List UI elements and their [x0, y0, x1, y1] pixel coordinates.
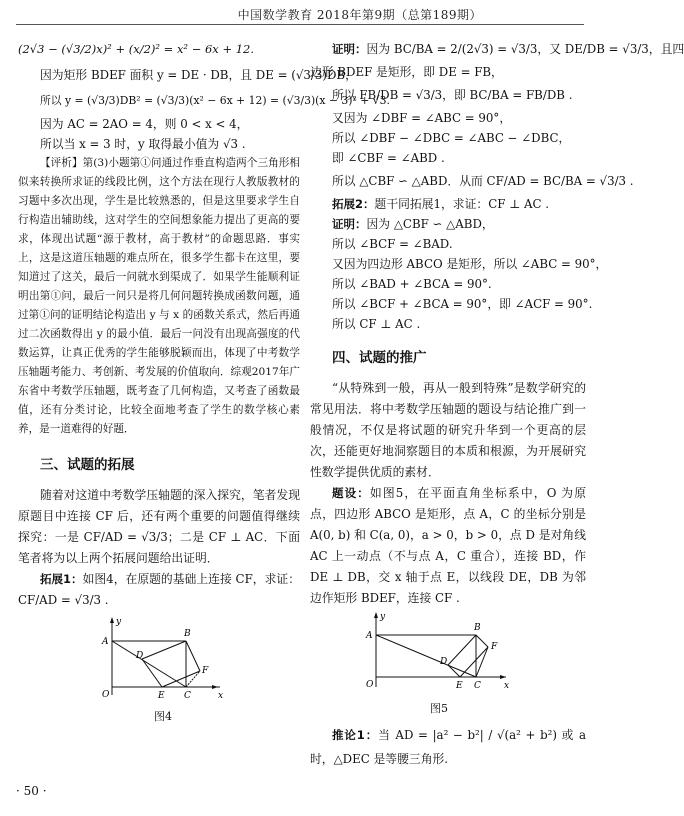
text-line: 所以 △CBF ∽ △ABD．从而 CF/AD = BC/BA = √3/3 .	[332, 174, 634, 188]
label-O: O	[102, 690, 110, 700]
label-B: B	[474, 623, 481, 633]
given-paragraph	[310, 483, 586, 609]
text-line: 所以 CF ⊥ AC .	[332, 317, 421, 331]
label-y: y	[116, 617, 122, 627]
figure-5-diagram	[364, 611, 514, 693]
label-x: x	[218, 691, 224, 701]
extension-1-text: 如图4，在原题的基础上连接 CF，求证：CF/AD = √3/3 .	[18, 572, 300, 607]
label-D: D	[136, 651, 144, 661]
proof-2-first-line	[310, 214, 586, 234]
body-paragraph: 随着对这道中考数学压轴题的深入探究，笔者发现原题目中连接 CF 后，还有两个重要的问题值得继续探究：一是 CF/AD = √3/3；二是 CF ⊥ AC．下面笔者将为以上两个拓展问题给出证明．	[18, 488, 300, 565]
text-line: 所以 ∠BCF = ∠BAD.	[332, 237, 453, 251]
equation-line: (2√3 − (√3/2)x)² + (x/2)² = x² − 6x + 12.	[18, 42, 255, 56]
corollary-1-text: 当 AD = |a² − b²| / √(a² + b²) 或 a 时，△DEC 是等腰三角形.	[310, 728, 586, 766]
text-line: 因为 AC = 2AO = 4，则 0 < x < 4，	[40, 117, 249, 131]
equation-line: 所以 y = (√3/3)DB² = (√3/3)(x² − 6x + 12) = (√3/3)(x − 3)² + √3.	[40, 94, 390, 107]
commentary-paragraph: 【评析】第(3)小题第①问通过作垂直构造两个三角形相似来转换所求证的线段比例，这个方法在现行人教版教材的习题中多次出现，学生是比较熟悉的，但是这里要求学生自行构造出辅助线，这对学生的空间想象能力提出了更高的要求，体现出试题“源于教材，高于教材”的命题思路．事实上，这是这道压轴题的难点所在，很多学生都卡在这里，要知道过了这关，最后一问就水到渠成了．如果学生能顺利证明出第①问，最后一问只是将几何问题转换成函数问题，通过第①问的证明结论构造出 y 与 x 的函数关系式，然后再通过二次函数得出 y 的最小值．最后一问没有出现高强度的代数运算，让真正优秀的学生能够脱颖而出，体现了中考数学压轴题考能力、考创新、考发展的价值取向．综观2017年广东省中考数学压轴题，既考查了几何构造，又考查了函数最值，还有分类讨论，比较全面地考查了学生的数学核心素养，是一道难得的好题．	[18, 157, 300, 435]
figure-5-caption: 图5	[430, 702, 448, 715]
label-x: x	[504, 681, 510, 691]
section-heading-4: 四、试题的推广	[332, 350, 427, 366]
text-line: 所以 ∠BAD + ∠BCA = 90°.	[332, 277, 492, 291]
label-D: D	[440, 657, 448, 667]
label-C: C	[474, 681, 481, 691]
extension-2	[310, 194, 586, 214]
text-line: 又因为 ∠DBF = ∠ABC = 90°，	[332, 111, 512, 125]
extension-1	[18, 569, 300, 611]
text-line: 所以 FB/DB = √3/3，即 BC/BA = FB/DB .	[332, 88, 573, 102]
figure-4-caption: 图4	[154, 710, 172, 723]
section-heading-3: 三、试题的拓展	[40, 457, 135, 473]
extension-2-text: 题干同拓展1，求证：CF ⊥ AC .	[374, 197, 550, 211]
label-O: O	[366, 680, 374, 690]
proof-1-first-line	[310, 36, 684, 62]
label-C: C	[184, 691, 191, 701]
corollary-1	[310, 723, 586, 771]
figure-5	[364, 611, 514, 719]
text-line: 所以当 x = 3 时，y 取得最小值为 √3 .	[40, 137, 246, 151]
text-line: 因为 BC/BA = 2/(2√3) = √3/3，又 DE/DB = √3/3，且四	[366, 42, 684, 56]
figure-4	[98, 615, 228, 727]
extension-1-label: 拓展1：	[40, 572, 83, 586]
text-line: 又因为四边形 ABCO 是矩形，所以 ∠ABC = 90°，	[332, 257, 608, 271]
text-line: 边形 BDEF 是矩形，即 DE = FB，	[310, 65, 503, 79]
label-E: E	[456, 681, 463, 691]
figure-4-diagram	[98, 615, 228, 701]
text-line: 即 ∠CBF = ∠ABD .	[332, 151, 445, 165]
header-rule	[16, 24, 584, 25]
body-paragraph: “从特殊到一般，再从一般到特殊”是数学研究的常见用法．将中考数学压轴题的题设与结论推广到一般情况，不仅是将试题的研究升华到一个更高的层次，还能更好地洞察题目的本质和根源，为开展研究性数学提供优质的素材．	[310, 381, 586, 479]
label-y: y	[380, 612, 386, 622]
given-label: 题设：	[332, 486, 370, 500]
page-header	[0, 0, 600, 22]
corollary-1-label: 推论1：	[332, 728, 379, 742]
journal-title: 中国数学教育 2018年第9期（总第189期）	[237, 8, 482, 22]
text-line: 所以 ∠DBF − ∠DBC = ∠ABC − ∠DBC，	[332, 131, 571, 145]
label-A: A	[366, 631, 373, 641]
proof-2-label: 证明：	[332, 217, 367, 231]
text-line: 因为 △CBF ∽ △ABD，	[366, 217, 494, 231]
extension-2-label: 拓展2：	[332, 197, 375, 211]
text-line: 因为矩形 BDEF 面积 y = DE · DB，且 DE = (√3/3)DB，	[40, 68, 357, 82]
text-line: 所以 ∠BCF + ∠BCA = 90°，即 ∠ACF = 90°.	[332, 297, 593, 311]
right-column	[310, 36, 684, 771]
proof-1-label: 证明：	[332, 42, 367, 56]
page-number: · 50 ·	[16, 784, 47, 798]
label-F: F	[202, 666, 209, 676]
label-B: B	[184, 629, 191, 639]
given-text: 如图5，在平面直角坐标系中，O 为原点，四边形 ABCO 是矩形，点 A，C 的坐标分别是 A(0, b) 和 C(a, 0)，a > 0，b > 0，点 D 是对角线 AC 上一动点（不与点 A，C 重合），连接 BD，作 DE ⊥ DB，交 x 轴于点 E，以线段 DE，DB 为邻边作矩形 BDEF，连接 CF .	[310, 486, 587, 605]
label-F: F	[491, 642, 498, 652]
label-A: A	[102, 637, 109, 647]
label-E: E	[158, 691, 165, 701]
